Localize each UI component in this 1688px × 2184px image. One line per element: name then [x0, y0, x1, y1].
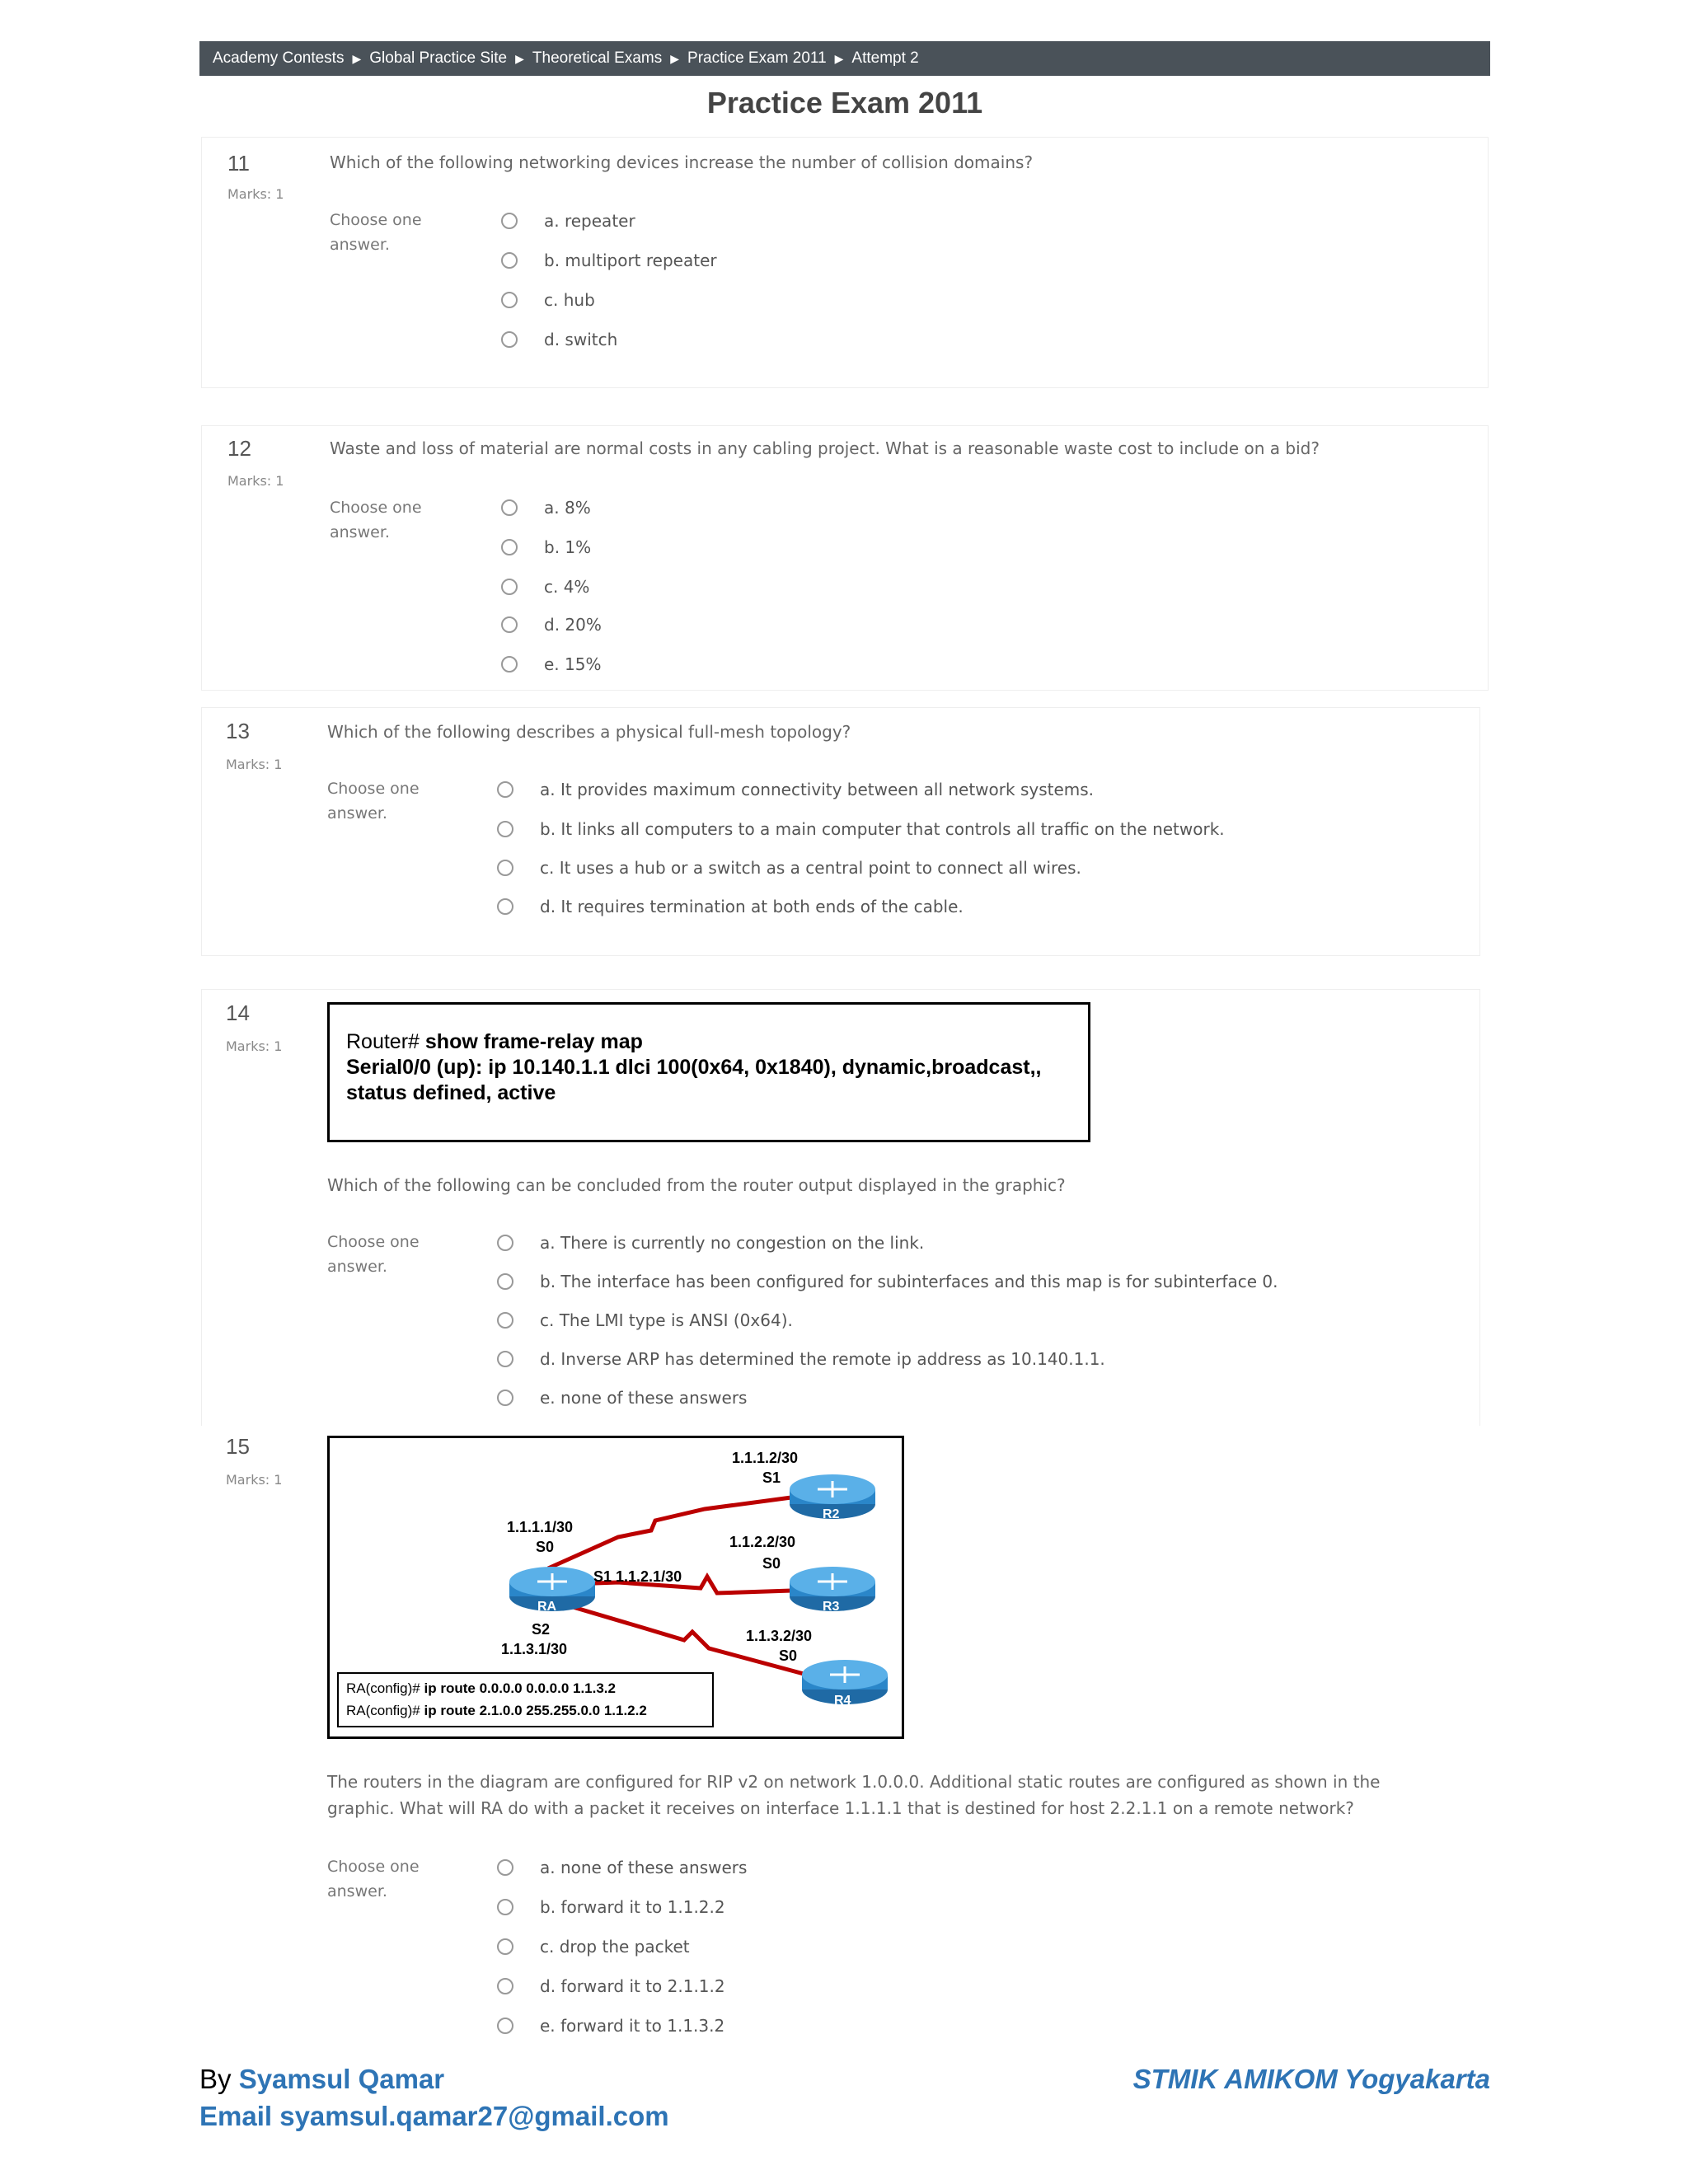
question-text: Waste and loss of material are normal costs in any cabling project. What is a reasonable waste cost to include on a bid? [330, 438, 1320, 458]
label-ra-if: S0 [536, 1539, 555, 1555]
radio-button[interactable] [497, 1859, 513, 1876]
label-r3-name: R3 [823, 1600, 840, 1614]
radio-button[interactable] [501, 331, 518, 348]
radio-button[interactable] [501, 292, 518, 308]
chevron-right-icon: ▶ [834, 51, 844, 65]
radio-button[interactable] [497, 1351, 513, 1367]
question-number: 13 [226, 719, 250, 743]
label-r3-if: S0 [762, 1555, 781, 1572]
router-output-graphic [327, 1002, 1090, 1142]
label-r2-if: S1 [762, 1469, 781, 1486]
question-12-box [201, 425, 1489, 691]
radio-button[interactable] [497, 2018, 513, 2034]
label-r4-ip: 1.1.3.2/30 [746, 1628, 813, 1644]
answer-option[interactable]: e. 15% [501, 654, 601, 674]
answer-option[interactable]: c. The LMI type is ANSI (0x64). [497, 1310, 793, 1330]
answer-option[interactable]: c. It uses a hub or a switch as a central point to connect all wires. [497, 858, 1081, 878]
radio-button[interactable] [497, 898, 513, 915]
answer-option[interactable]: c. hub [501, 290, 595, 310]
question-number: 14 [226, 1001, 250, 1025]
question-marks: Marks: 1 [226, 1472, 283, 1488]
answer-option[interactable]: a. 8% [501, 498, 591, 518]
author-email[interactable]: syamsul.qamar27@gmail.com [279, 2101, 669, 2131]
radio-button[interactable] [501, 616, 518, 633]
radio-button[interactable] [501, 656, 518, 673]
radio-button[interactable] [501, 252, 518, 269]
answer-option[interactable]: b. forward it to 1.1.2.2 [497, 1897, 725, 1917]
question-marks: Marks: 1 [227, 186, 284, 202]
label-ra-s2: S2 [532, 1621, 551, 1638]
chevron-right-icon: ▶ [670, 51, 680, 65]
page-title: Practice Exam 2011 [706, 86, 983, 120]
author-name: Syamsul Qamar [238, 2064, 445, 2094]
radio-button[interactable] [501, 579, 518, 595]
cli-command: show frame-relay map [424, 1030, 643, 1053]
label-r2-name: R2 [823, 1507, 840, 1521]
breadcrumb [199, 41, 1490, 76]
answer-option[interactable]: e. none of these answers [497, 1388, 747, 1408]
radio-button[interactable] [497, 1938, 513, 1955]
breadcrumb-item-exam[interactable]: Practice Exam 2011 [687, 49, 827, 67]
radio-button[interactable] [497, 1273, 513, 1290]
label-r4-if: S0 [779, 1647, 798, 1664]
breadcrumb-item-attempt: Attempt 2 [851, 49, 919, 67]
label-r3-ip: 1.1.2.2/30 [729, 1534, 796, 1550]
footer-institution: STMIK AMIKOM Yogyakarta [1132, 2064, 1490, 2094]
choose-label: Choose one answer. [327, 1858, 420, 1900]
answer-option[interactable]: b. 1% [501, 537, 591, 557]
choose-label: Choose one answer. [330, 499, 422, 541]
question-marks: Marks: 1 [226, 1038, 283, 1054]
answer-option[interactable]: a. none of these answers [497, 1858, 747, 1877]
breadcrumb-item-contests[interactable]: Academy Contests [213, 49, 345, 67]
chevron-right-icon: ▶ [352, 51, 362, 65]
answer-option[interactable]: d. 20% [501, 615, 602, 635]
question-text: Which of the following can be concluded from the router output displayed in the graphic? [327, 1175, 1066, 1195]
cli-prompt: Router# [346, 1030, 420, 1053]
breadcrumb-item-practice-site[interactable]: Global Practice Site [369, 49, 508, 67]
answer-option[interactable]: a. It provides maximum connectivity between all network systems. [497, 780, 1094, 799]
answer-option[interactable]: a. repeater [501, 211, 635, 231]
answer-option[interactable]: c. 4% [501, 577, 589, 597]
label-r4-name: R4 [834, 1694, 851, 1708]
radio-button[interactable] [497, 1390, 513, 1406]
question-marks: Marks: 1 [227, 473, 284, 489]
radio-button[interactable] [501, 499, 518, 516]
config-line: RA(config)# ip route 0.0.0.0 0.0.0.0 1.1.3.2 [346, 1680, 616, 1696]
cli-output-line: Serial0/0 (up): ip 10.140.1.1 dlci 100(0x64, 0x1840), dynamic,broadcast,, [346, 1056, 1042, 1079]
cli-output-line: status defined, active [346, 1081, 556, 1104]
answer-option[interactable]: b. It links all computers to a main computer that controls all traffic on the network. [497, 819, 1225, 839]
answer-option[interactable]: a. There is currently no congestion on the link. [497, 1233, 924, 1253]
answer-option[interactable]: b. multiport repeater [501, 251, 717, 270]
question-number: 11 [227, 151, 250, 176]
network-diagram [327, 1436, 904, 1739]
breadcrumb-item-theoretical[interactable]: Theoretical Exams [532, 49, 663, 67]
question-text: The routers in the diagram are configured for RIP v2 on network 1.0.0.0. Additional static routes are configured as shown in the graphic. What will RA do with a packet it receives on interface 1.1.1.1 that is destined for host 2.2.1.1 on a remote network? [327, 1772, 1381, 1818]
choose-label: Choose one answer. [330, 211, 422, 254]
answer-option[interactable]: b. The interface has been configured for subinterfaces and this map is for subinterface 0. [497, 1272, 1278, 1291]
label-r2-ip: 1.1.1.2/30 [732, 1450, 799, 1466]
footer-author: By Syamsul Qamar Email syamsul.qamar27@gmail.com [199, 2064, 669, 2131]
radio-button[interactable] [497, 860, 513, 876]
label-ra-s2-ip: 1.1.3.1/30 [501, 1641, 568, 1657]
choose-label: Choose one answer. [327, 780, 420, 823]
answer-option[interactable]: c. drop the packet [497, 1937, 690, 1957]
question-number: 15 [226, 1434, 250, 1459]
label-ra-s1: S1 1.1.2.1/30 [593, 1568, 682, 1585]
radio-button[interactable] [501, 539, 518, 555]
chevron-right-icon: ▶ [515, 51, 524, 65]
label-ra-ip: 1.1.1.1/30 [507, 1519, 574, 1535]
answer-option[interactable]: d. It requires termination at both ends of the cable. [497, 897, 964, 916]
radio-button[interactable] [497, 781, 513, 798]
choose-label: Choose one answer. [327, 1233, 420, 1276]
config-line: RA(config)# ip route 2.1.0.0 255.255.0.0 1.1.2.2 [346, 1703, 647, 1718]
question-number: 12 [227, 436, 251, 461]
answer-option[interactable]: d. forward it to 2.1.1.2 [497, 1976, 725, 1996]
question-marks: Marks: 1 [226, 757, 283, 772]
answer-option[interactable]: d. Inverse ARP has determined the remote ip address as 10.140.1.1. [497, 1349, 1105, 1369]
serial-link-ra-r2 [548, 1497, 791, 1568]
radio-button[interactable] [497, 1235, 513, 1251]
radio-button[interactable] [497, 1312, 513, 1329]
radio-button[interactable] [497, 1899, 513, 1915]
question-text: Which of the following describes a physical full-mesh topology? [327, 722, 851, 742]
label-ra-name: RA [537, 1600, 557, 1614]
radio-button[interactable] [497, 1978, 513, 1994]
radio-button[interactable] [497, 821, 513, 837]
radio-button[interactable] [501, 213, 518, 229]
answer-option[interactable]: d. switch [501, 330, 617, 349]
question-text: Which of the following networking devices increase the number of collision domains? [330, 152, 1034, 172]
answer-option[interactable]: e. forward it to 1.1.3.2 [497, 2016, 724, 2036]
